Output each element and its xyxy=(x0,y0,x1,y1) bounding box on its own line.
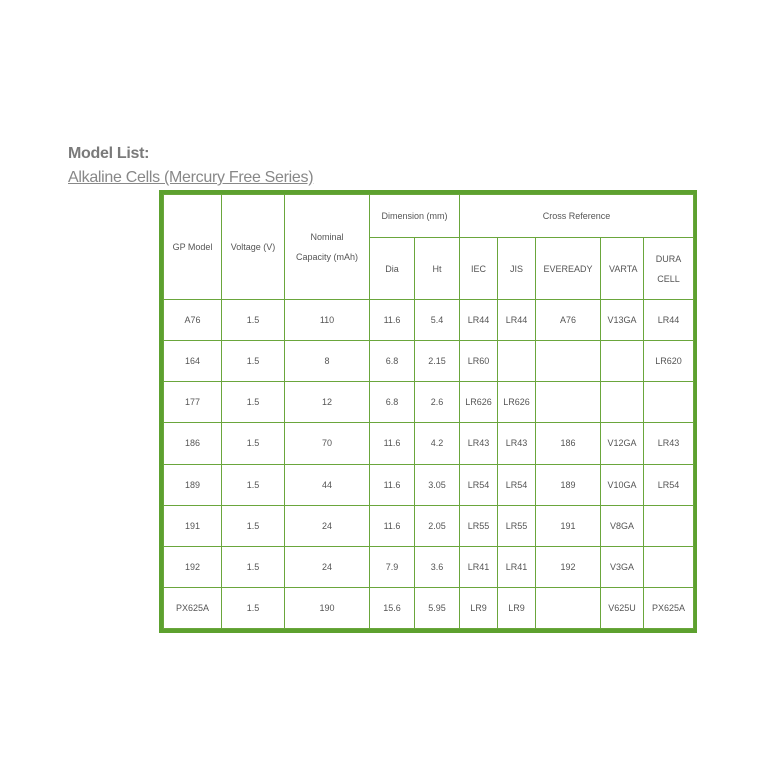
cell-dia: 11.6 xyxy=(370,300,415,341)
cell-capacity: 190 xyxy=(285,587,370,628)
cell-dura-cell: LR43 xyxy=(644,423,694,464)
cell-gp-model: 164 xyxy=(164,341,222,382)
header-cross-reference: Cross Reference xyxy=(460,195,694,238)
cell-gp-model: 177 xyxy=(164,382,222,423)
cell-gp-model: PX625A xyxy=(164,587,222,628)
cell-dura-cell xyxy=(644,505,694,546)
cell-eveready: 189 xyxy=(536,464,601,505)
table-row xyxy=(164,423,694,464)
header-varta: VARTA xyxy=(601,238,644,300)
cell-gp-model: 186 xyxy=(164,423,222,464)
cell-ht: 2.05 xyxy=(415,505,460,546)
table-row xyxy=(164,382,694,423)
cell-capacity: 8 xyxy=(285,341,370,382)
cell-ht: 5.95 xyxy=(415,587,460,628)
cell-jis: LR41 xyxy=(498,546,536,587)
cell-dia: 15.6 xyxy=(370,587,415,628)
cell-voltage: 1.5 xyxy=(222,382,285,423)
cell-iec: LR44 xyxy=(460,300,498,341)
header-dura-line1: DURA xyxy=(655,253,682,264)
cell-iec: LR9 xyxy=(460,587,498,628)
cell-ht: 2.15 xyxy=(415,341,460,382)
cell-capacity: 44 xyxy=(285,464,370,505)
header-jis: JIS xyxy=(498,238,536,300)
cell-eveready: 192 xyxy=(536,546,601,587)
table-body xyxy=(164,300,694,629)
cell-jis: LR9 xyxy=(498,587,536,628)
cell-varta: V8GA xyxy=(601,505,644,546)
cell-iec: LR60 xyxy=(460,341,498,382)
cell-dia: 11.6 xyxy=(370,505,415,546)
model-table-container xyxy=(159,190,697,633)
cell-varta xyxy=(601,382,644,423)
cell-voltage: 1.5 xyxy=(222,341,285,382)
cell-dia: 11.6 xyxy=(370,464,415,505)
cell-eveready: 186 xyxy=(536,423,601,464)
cell-voltage: 1.5 xyxy=(222,464,285,505)
table-row xyxy=(164,341,694,382)
cell-dia: 11.6 xyxy=(370,423,415,464)
cell-ht: 5.4 xyxy=(415,300,460,341)
cell-voltage: 1.5 xyxy=(222,546,285,587)
cell-capacity: 110 xyxy=(285,300,370,341)
header-dura-line2: CELL xyxy=(657,273,680,284)
cell-varta: V12GA xyxy=(601,423,644,464)
cell-eveready xyxy=(536,382,601,423)
cell-capacity: 24 xyxy=(285,505,370,546)
header-capacity xyxy=(285,195,370,300)
alkaline-cells-link[interactable]: Alkaline Cells (Mercury Free Series) xyxy=(68,169,314,186)
cell-varta: V13GA xyxy=(601,300,644,341)
cell-voltage: 1.5 xyxy=(222,423,285,464)
cell-dura-cell xyxy=(644,546,694,587)
cell-dura-cell xyxy=(644,382,694,423)
cell-ht: 4.2 xyxy=(415,423,460,464)
table-row xyxy=(164,587,694,628)
cell-voltage: 1.5 xyxy=(222,505,285,546)
header-dia: Dia xyxy=(370,238,415,300)
header-ht: Ht xyxy=(415,238,460,300)
header-voltage: Voltage (V) xyxy=(222,195,285,300)
cell-iec: LR626 xyxy=(460,382,498,423)
cell-dia: 6.8 xyxy=(370,382,415,423)
cell-voltage: 1.5 xyxy=(222,587,285,628)
cell-eveready: 191 xyxy=(536,505,601,546)
header-capacity-line2: Capacity (mAh) xyxy=(295,252,358,262)
cell-eveready xyxy=(536,587,601,628)
cell-capacity: 70 xyxy=(285,423,370,464)
cell-dura-cell: LR54 xyxy=(644,464,694,505)
cell-jis: LR54 xyxy=(498,464,536,505)
header-capacity-line1: Nominal xyxy=(310,232,344,242)
cell-ht: 2.6 xyxy=(415,382,460,423)
cell-capacity: 12 xyxy=(285,382,370,423)
cell-ht: 3.6 xyxy=(415,546,460,587)
cell-jis: LR44 xyxy=(498,300,536,341)
cell-ht: 3.05 xyxy=(415,464,460,505)
table-row xyxy=(164,300,694,341)
cell-gp-model: 189 xyxy=(164,464,222,505)
cell-dia: 6.8 xyxy=(370,341,415,382)
table-row xyxy=(164,464,694,505)
cell-varta: V10GA xyxy=(601,464,644,505)
cell-eveready: A76 xyxy=(536,300,601,341)
cell-dia: 7.9 xyxy=(370,546,415,587)
header-eveready: EVEREADY xyxy=(536,238,601,300)
table-row xyxy=(164,546,694,587)
cell-dura-cell: LR620 xyxy=(644,341,694,382)
table-row xyxy=(164,505,694,546)
header-iec: IEC xyxy=(460,238,498,300)
cell-varta: V3GA xyxy=(601,546,644,587)
cell-gp-model: 191 xyxy=(164,505,222,546)
header-dura-cell xyxy=(644,238,694,300)
cell-iec: LR41 xyxy=(460,546,498,587)
cell-capacity: 24 xyxy=(285,546,370,587)
cell-varta: V625U xyxy=(601,587,644,628)
page-heading: Model List: xyxy=(68,145,150,162)
cell-iec: LR54 xyxy=(460,464,498,505)
cell-jis xyxy=(498,341,536,382)
cell-voltage: 1.5 xyxy=(222,300,285,341)
cell-dura-cell: PX625A xyxy=(644,587,694,628)
cell-iec: LR55 xyxy=(460,505,498,546)
cell-gp-model: 192 xyxy=(164,546,222,587)
header-gp-model: GP Model xyxy=(164,195,222,300)
header-dimension: Dimension (mm) xyxy=(370,195,460,238)
model-table xyxy=(163,194,694,629)
cell-jis: LR626 xyxy=(498,382,536,423)
cell-jis: LR43 xyxy=(498,423,536,464)
cell-jis: LR55 xyxy=(498,505,536,546)
cell-gp-model: A76 xyxy=(164,300,222,341)
cell-eveready xyxy=(536,341,601,382)
cell-varta xyxy=(601,341,644,382)
cell-dura-cell: LR44 xyxy=(644,300,694,341)
cell-iec: LR43 xyxy=(460,423,498,464)
